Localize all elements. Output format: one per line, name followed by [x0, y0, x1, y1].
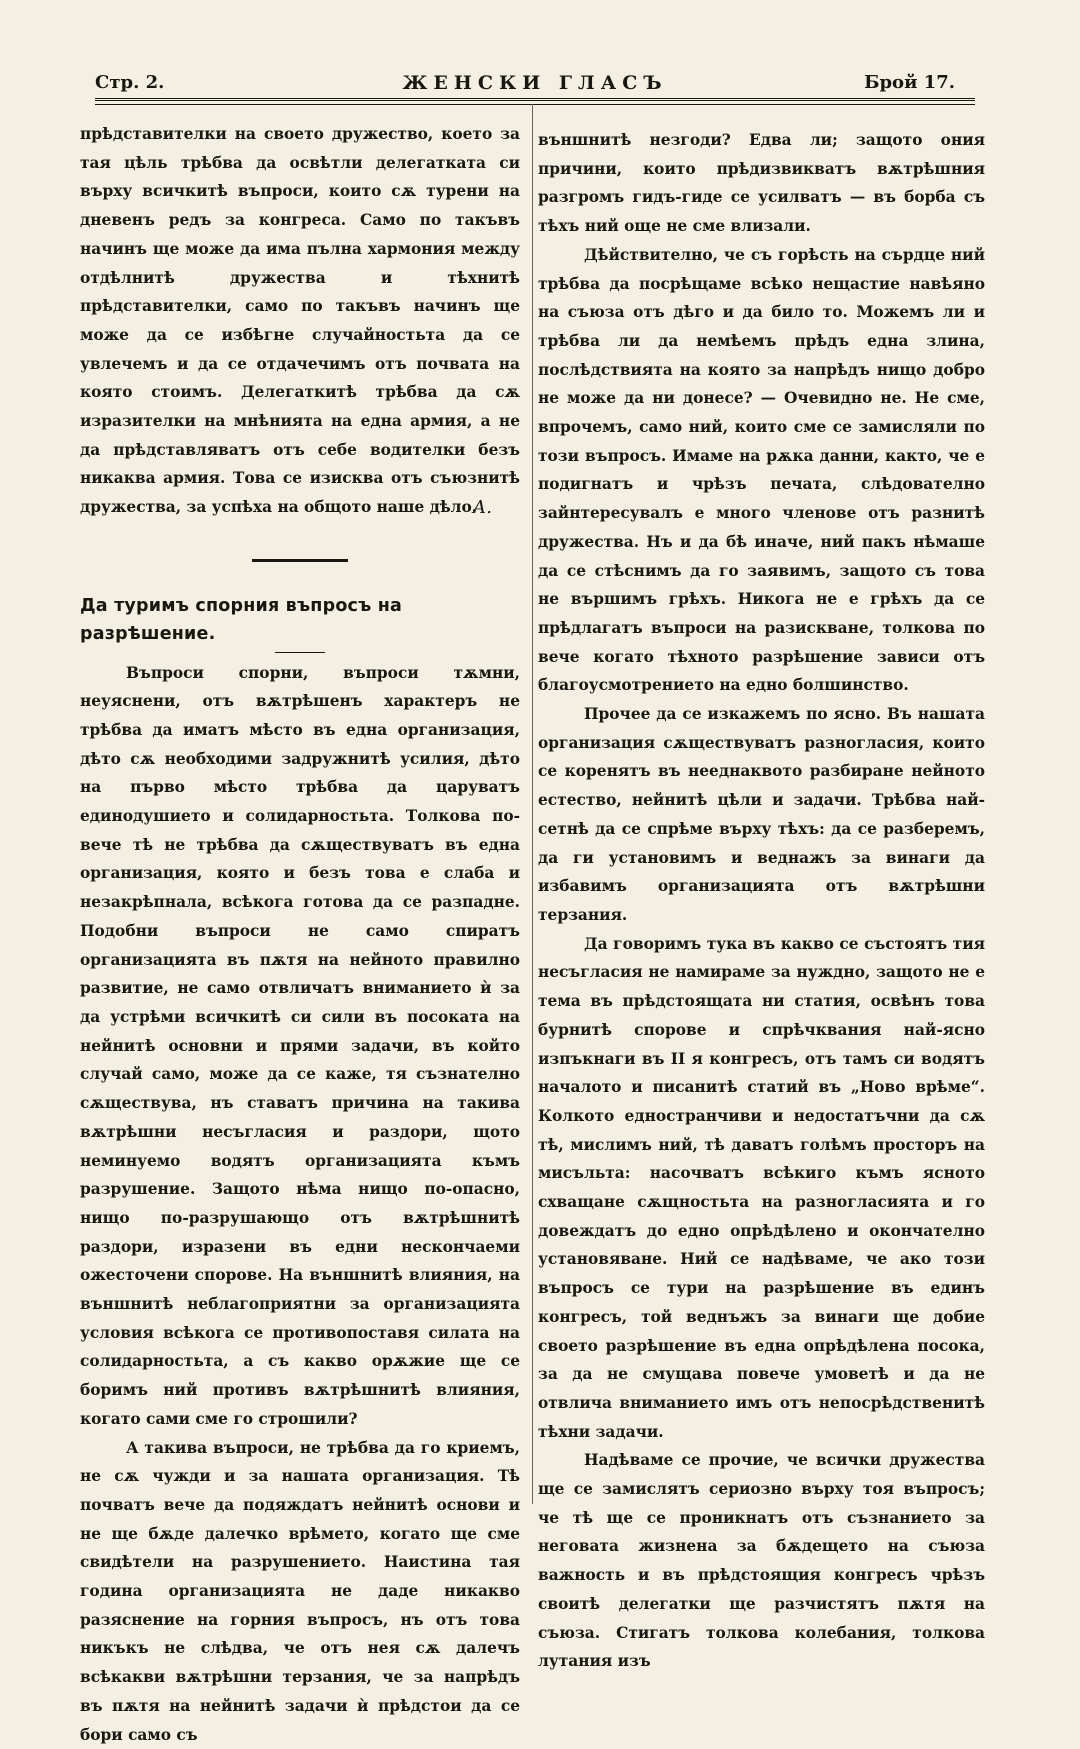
article-title: Да туримъ спорния въпросъ на разрѣшение.	[80, 595, 403, 644]
article-paragraph-3: външнитѣ незгоди? Едва ли; защото ония причини, които прѣдизвикватъ вѫтрѣшния разгромъ гидъ-гиде се усилватъ — въ борба съ тѣхъ ний още не сме влизали.	[538, 131, 985, 236]
title-underline	[275, 652, 325, 653]
article-paragraph-4: Дѣйствително, че съ горѣсть на сърдце ний трѣбва да посрѣщаме всѣко нещастие навѣяно на съюза отъ дѣго и да било то. Можемъ ли и трѣбва ли да немѣемъ прѣдъ една злина, послѣдствията на която за напрѣдъ нищо добро не може да ни донесе? — Очевидно не. Не сме, впрочемъ, само ний, които сме се замисляли по този въпросъ. Имаме на рѫка данни, както, че е подигнатъ и чрѣзъ печата, слѣдователно зайнтересувалъ е много членове отъ разнитѣ дружества. Нъ и да бѣ иначе, ний пакъ нѣмаше да се стѣснимъ да го заявимъ, защото съ това не вършимъ грѣхъ. Никога не е грѣхъ да се прѣдлагатъ въпроси на разискване, толкова по вече когато тѣхното разрѣшение зависи отъ благоусмотрението на едно болшинство.	[538, 245, 985, 695]
column-separator	[532, 104, 533, 1504]
intro-paragraph: прѣдставителки на своето дружество, което за тая цѣль трѣбва да освѣтли делегатката си върху всичкитѣ въпроси, които сѫ турени на дневенъ редъ за конгреса. Само по такъвъ начинъ ще може да има пълна хармония между отдѣлнитѣ дружества и тѣхнитѣ прѣдставителки, само по такъвъ начинъ ще може да се избѣгне случайностьта да се увлечемъ и да се отдачечимъ отъ почвата на която стоимъ. Делегаткитѣ трѣбва да сѫ изразителки на мнѣнията на една армия, а не да прѣдставляватъ отъ себе водителки безъ никаква армия. Това се изисква отъ съюзнитѣ дружества, за успѣха на общото наше дѣло.	[80, 125, 520, 517]
article-paragraph-7: Надѣваме се прочие, че всички дружества ще се замислятъ сериозно върху тоя въпросъ; че тѣ ще се проникнатъ отъ съзнанието за неговата жизнена за бѫдещето на съюза важность и въ прѣдстоящия конгресъ чрѣзъ своитѣ делегатки ще разчистятъ пѫтя на съюза. Стигатъ толкова колебания, толкова лутания изъ	[538, 1451, 985, 1671]
article-paragraph-2: А такива въпроси, не трѣбва да го криемъ, не сѫ чужди и за нашата организация. Тѣ почватъ вече да подяждатъ нейнитѣ основи и не ще бѫде далечко врѣмето, когато ще сме свидѣтели на разрушението. Наистина тая година организацията не даде никакво разяснение на горния въпросъ, нъ отъ това никъкъ не слѣдва, че отъ нея сѫ далечъ всѣкакви вѫтрѣшни терзания, че за напрѣдъ въ пѫтя на нейнитѣ задачи ѝ прѣдстои да се бори само съ	[80, 1438, 520, 1744]
page-number: Стр. 2.	[95, 72, 165, 93]
left-column	[80, 120, 520, 1749]
article-paragraph-1: Въпроси спорни, въпроси тѫмни, неуяснени, отъ вѫтрѣшенъ характеръ не трѣбва да иматъ мѣсто въ една организация, дѣто сѫ необходими задружнитѣ усилия, дѣто на първо мѣсто трѣбва да царуватъ единодушието и солидарностьта. Толкова по-вече тѣ не трѣбва да сѫществуватъ въ една организация, която и безъ това е слаба и незакрѣпнала, всѣкога готова да се разпадне. Подобни въпроси не само спиратъ организацията въ пѫтя на нейното правилно развитие, не само отвличатъ вниманието ѝ за да устрѣми всичкитѣ си сили въ посоката на нейнитѣ основни и прями задачи, въ който случай само, може да се каже, тя съзнателно сѫществува, нъ ставатъ причина на такива вѫтрѣшни несъгласия и раздори, щото неминуемо водятъ организацията къмъ разрушение. Защото нѣма нищо по-опасно, нищо по-разрушающо отъ вѫтрѣшнитѣ раздори, изразени въ едни нескончаеми ожесточени спорове. На външнитѣ влияния, на външнитѣ неблагоприятни за организацията условия всѣкога се противопоставя силата на солидарностьта, а съ какво орѫжие ще се боримъ ний противъ вѫтрѣшнитѣ влияния, когато сами сме го строшили?	[80, 663, 520, 1428]
author-signature: А.	[472, 496, 492, 518]
article-paragraph-6: Да говоримъ тука въ какво се състоятъ тия несъгласия не намираме за нуждно, защото не е тема въ прѣдстоящата ни статия, освѣнъ това бурнитѣ спорове и спрѣчквания най-ясно изпъкнаги въ II я конгресъ, отъ тамъ си водятъ началото и писанитѣ статий въ „Ново врѣме“. Колкото едностранчиви и недостатъчни да сѫ тѣ, мислимъ ний, тѣ даватъ голѣмъ просторъ на мисъльта: насочватъ всѣкиго къмъ ясното схващане сѫщностьта на разногласията и го довеждатъ до едно опрѣдѣлено и окончателно установяване. Ний се надѣваме, че ако този въпросъ се тури на разрѣшение въ единъ конгресъ, той веднъжъ за винаги ще добие своето разрѣшение въ една опрѣдѣлена посока, за да не смущава повече умоветѣ и да не отвлича вниманието имъ отъ непосрѣдственитѣ тѣхни задачи.	[538, 934, 985, 1441]
issue-number: Брой 17.	[864, 72, 955, 93]
article-paragraph-5: Прочее да се изкажемъ по ясно. Въ нашата организация сѫществуватъ разногласия, които се коренятъ въ нееднаквото разбиране нейното естество, нейнитѣ цѣли и задачи. Трѣбва най-сетнѣ да се спрѣме върху тѣхъ: да се разберемъ, да ги установимъ и веднажъ за винаги да избавимъ организацията отъ вѫтрѣшни терзания.	[538, 705, 985, 924]
section-divider	[252, 559, 348, 562]
header-rule	[95, 98, 975, 105]
right-column	[538, 126, 985, 1676]
page-header	[95, 72, 975, 98]
newspaper-title: ЖЕНСКИ ГЛАСЪ	[402, 72, 668, 94]
